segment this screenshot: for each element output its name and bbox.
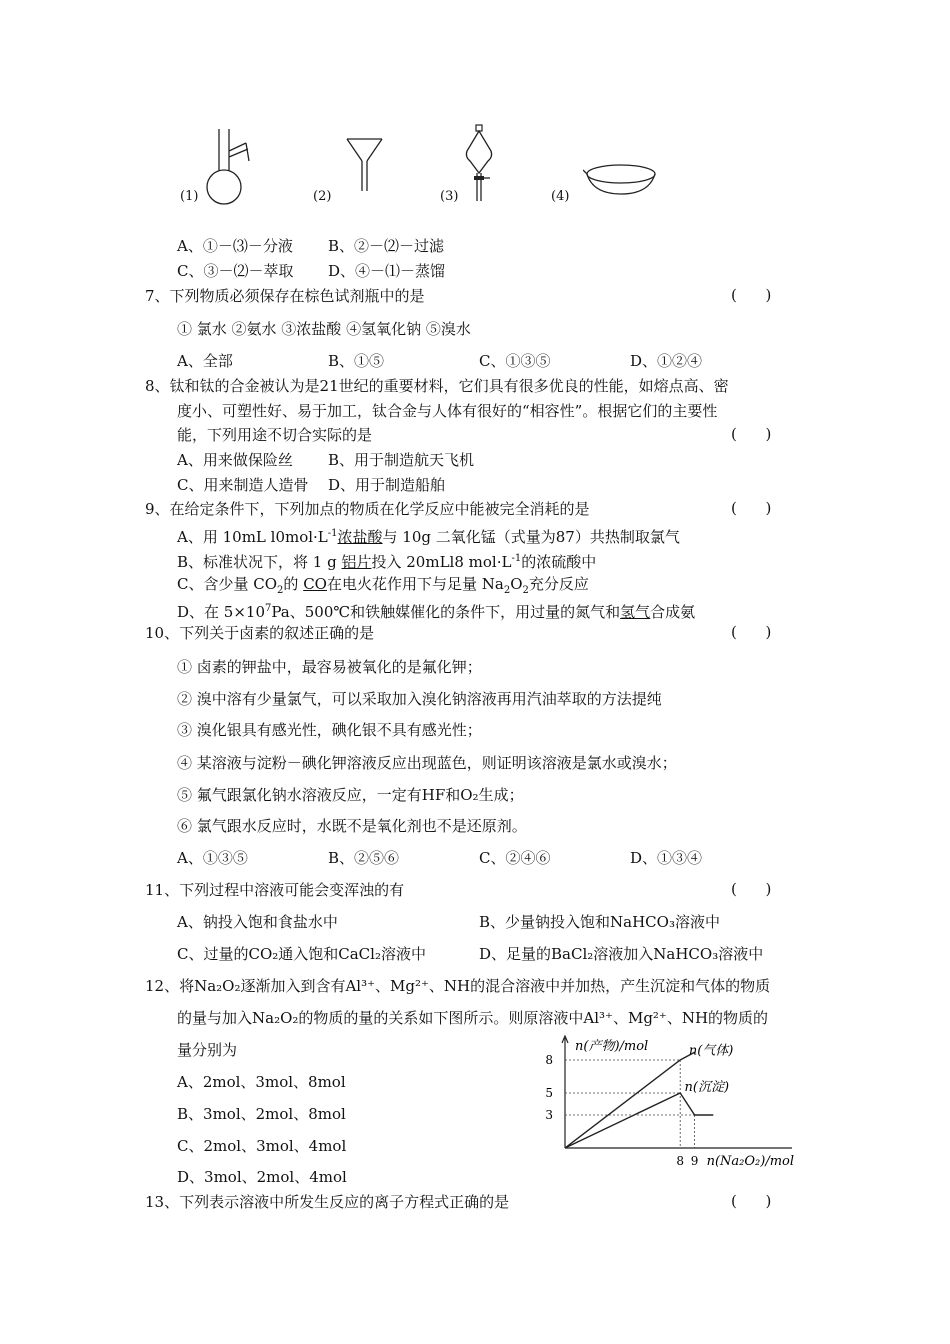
q11-option-c: C、过量的CO₂通入饱和CaCl₂溶液中 [177,945,426,963]
distilling-flask-icon [200,125,260,205]
q10-option-d: D、①③④ [630,849,703,867]
q11-stem: 11、下列过程中溶液可能会变浑浊的有 [145,881,405,899]
y-axis-title: n(产物)/mol [575,1039,649,1054]
q12-option-d: D、3mol、2mol、4mol [177,1168,347,1186]
q8-stem-line3: 能，下列用途不切合实际的是 [177,426,373,444]
q10-statement-5: ⑤ 氟气跟氯化钠水溶液反应，一定有HF和O₂生成； [177,786,524,804]
q7-option-b: B、①⑤ [328,352,385,370]
q12-option-c: C、2mol、3mol、4mol [177,1137,347,1155]
q6-option-a: A、①－⑶－分液 [177,237,293,255]
q12-stem-line1: 12、将Na₂O₂逐渐加入到含有Al³⁺、Mg²⁺、NH的混合溶液中并加热，产生沉淀和气体的物质 [145,977,771,995]
q12-option-a: A、2mol、3mol、8mol [177,1073,346,1091]
q10-statement-1: ① 卤素的钾盐中，最容易被氧化的是氟化钾； [177,658,482,676]
q9-option-d: D、在 $5\times 10^7Pa$、500℃和铁触媒催化的条件下，用过量的氮气和氢气合成氨 [177,603,696,621]
y-tick-label: 5 [545,1086,553,1100]
q9-answer-paren: ( ) [731,499,772,517]
q10-statement-3: ③ 溴化银具有感光性，碘化银不具有感光性； [177,721,482,739]
q7-option-d: D、①②④ [630,352,703,370]
q7-answer-paren: ( ) [731,286,772,304]
q11-option-a: A、钠投入饱和食盐水中 [177,913,338,931]
q11-option-d: D、足量的BaCl₂溶液加入NaHCO₃溶液中 [479,945,764,963]
q11-answer-paren: ( ) [731,880,772,898]
q8-option-a: A、用来做保险丝 [177,451,293,469]
series-line-precipitate [565,1093,713,1148]
series-label-gas: n(气体) [688,1043,734,1059]
funnel-icon [342,135,387,195]
apparatus-label-1: (1) [180,189,199,204]
q10-option-a: A、①③⑤ [177,849,248,867]
q10-answer-paren: ( ) [731,623,772,641]
y-tick-label: 3 [545,1108,553,1122]
q12-stem-line2: 的量与加入Na₂O₂的物质的量的关系如下图所示。则原溶液中Al³⁺、Mg²⁺、NH的物质的 [177,1009,769,1027]
q8-stem-line1: 8、钛和钛的合金被认为是21世纪的重要材料，它们具有很多优良的性能，如熔点高、密 [145,377,729,395]
q7-option-a: A、全部 [177,352,233,370]
q8-answer-paren: ( ) [731,425,772,443]
x-axis-title: n(Na₂O₂)/mol [706,1154,795,1169]
q10-statement-2: ② 溴中溶有少量氯气，可以采取加入溴化钠溶液再用汽油萃取的方法提纯 [177,690,662,708]
q7-stem: 7、下列物质必须保存在棕色试剂瓶中的是 [145,287,425,305]
q8-option-d: D、用于制造船舶 [328,476,446,494]
q6-option-c: C、③－⑵－萃取 [177,262,294,280]
evaporating-dish-icon [583,160,658,200]
q12-option-b: B、3mol、2mol、8mol [177,1105,346,1123]
q11-option-b: B、少量钠投入饱和NaHCO₃溶液中 [479,913,720,931]
q9-option-a: A、用 10mL $l0mol\cdot L^{-1}$浓盐酸与 10g 二氧化锰（式量为87）共热制取氯气 [177,528,680,546]
apparatus-label-3: (3) [440,189,459,204]
q10-stem: 10、下列关于卤素的叙述正确的是 [145,624,375,642]
q6-option-d: D、④－⑴－蒸馏 [328,262,446,280]
series-line-gas [565,1052,695,1148]
q6-option-b: B、②－⑵－过滤 [328,237,445,255]
apparatus-label-2: (2) [313,189,332,204]
q10-option-c: C、②④⑥ [479,849,551,867]
q8-option-b: B、用于制造航天飞机 [328,451,475,469]
y-tick-label: 8 [545,1053,553,1067]
q9-option-b: B、标准状况下，将 1 g 铝片投入 20mLl8 $mol\cdot L^{-1}$的浓硫酸中 [177,553,597,571]
q12-chart [540,1030,800,1175]
separatory-funnel-icon [460,123,500,205]
q10-statement-4: ④ 某溶液与淀粉－碘化钾溶液反应出现蓝色，则证明该溶液是氯水或溴水； [177,754,677,772]
q9-stem: 9、在给定条件下，下列加点的物质在化学反应中能被完全消耗的是 [145,500,590,518]
q13-stem: 13、下列表示溶液中所发生反应的离子方程式正确的是 [145,1193,510,1211]
apparatus-label-4: (4) [551,189,570,204]
x-tick-label: 8 [676,1154,685,1168]
q10-option-b: B、②⑤⑥ [328,849,400,867]
q13-answer-paren: ( ) [731,1192,772,1210]
q10-statement-6: ⑥ 氯气跟水反应时，水既不是氧化剂也不是还原剂。 [177,817,527,835]
series-label-precipitate: n(沉淀) [684,1080,730,1095]
q7-option-c: C、①③⑤ [479,352,551,370]
q12-stem-line3: 量分别为 [177,1041,238,1059]
q8-option-c: C、用来制造人造骨 [177,476,309,494]
q8-stem-line2: 度小、可塑性好、易于加工，钛合金与人体有很好的“相容性”。根据它们的主要性 [177,402,718,420]
q9-option-c: C、含少量 $CO_2$的 CO在电火花作用下与足量 $Na_2O_2$充分反应 [177,575,589,596]
x-tick-label: 9 [690,1154,699,1168]
q7-items: ① 氯水 ②氨水 ③浓盐酸 ④氢氧化钠 ⑤溴水 [177,320,471,338]
